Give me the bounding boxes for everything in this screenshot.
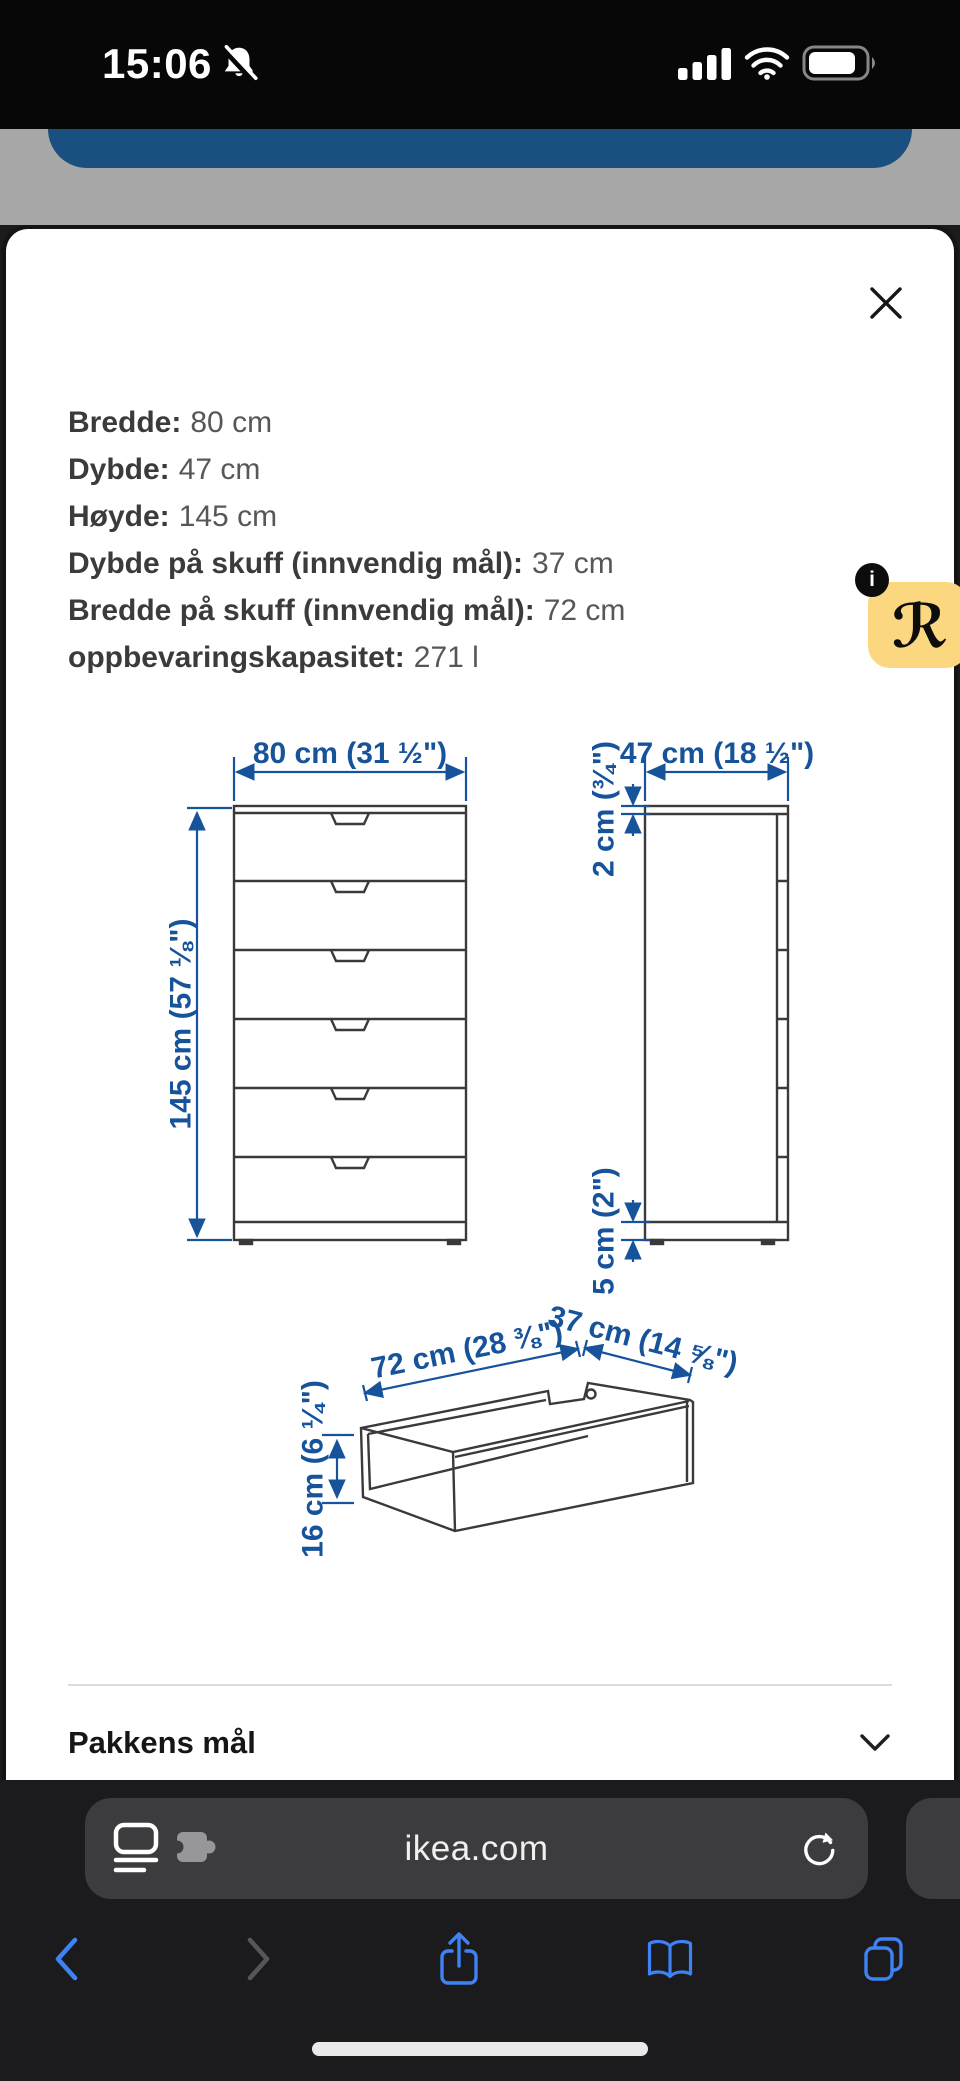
reload-icon[interactable] [796, 1826, 842, 1872]
spec-value: 72 cm [543, 594, 626, 627]
drawer-depth-label: 37 cm (14 ⅝") [544, 1299, 742, 1381]
tabs-button[interactable] [860, 1936, 908, 1982]
front-height-label: 145 cm (57 ⅛") [164, 918, 198, 1130]
plinth-height-label: 5 cm (2") [587, 1167, 621, 1295]
close-icon [869, 286, 903, 320]
section-divider [68, 1684, 892, 1686]
home-indicator[interactable] [312, 2042, 648, 2056]
spec-label: Bredde: [68, 406, 182, 439]
battery-icon [802, 45, 880, 81]
spec-row [68, 634, 625, 681]
page-header-remnant [48, 129, 912, 168]
dimensions-diagram [0, 720, 960, 1570]
dimmed-backdrop [0, 129, 960, 225]
front-view-outline [234, 806, 466, 1240]
accordion-pakkens-mal[interactable] [68, 1716, 892, 1770]
adjacent-tab-peek[interactable] [906, 1798, 960, 1899]
toolbar [0, 1928, 960, 1990]
extension-badge[interactable] [868, 582, 960, 668]
measurement-list [68, 399, 625, 681]
spec-value: 271 l [413, 641, 479, 674]
spec-value: 47 cm [178, 453, 261, 486]
clock: 15:06 [102, 40, 212, 87]
spec-row [68, 399, 625, 446]
wifi-icon [744, 47, 790, 80]
side-depth-label: 47 cm (18 ½") [619, 737, 815, 770]
address-bar[interactable] [85, 1798, 868, 1899]
chevron-down-icon [858, 1732, 892, 1754]
spec-row [68, 540, 625, 587]
extension-logo: ℛ [891, 592, 949, 662]
bell-slash-icon [218, 42, 260, 84]
cellular-signal-icon [678, 47, 732, 80]
spec-label: Dybde: [68, 453, 170, 486]
bookmarks-button[interactable] [645, 1937, 695, 1981]
spec-label: oppbevaringskapasitet: [68, 641, 405, 674]
spec-row [68, 587, 625, 634]
back-button[interactable] [52, 1935, 80, 1983]
drawer-width-label: 72 cm (28 ⅜") [368, 1314, 566, 1386]
share-button[interactable] [438, 1930, 480, 1988]
close-button[interactable] [860, 277, 912, 329]
front-width-label: 80 cm (31 ½") [252, 737, 448, 770]
spec-value: 37 cm [532, 547, 614, 580]
info-icon[interactable]: i [855, 563, 889, 597]
top-thickness-label: 2 cm (¾") [587, 741, 621, 877]
spec-row [68, 493, 625, 540]
forward-button[interactable] [245, 1935, 273, 1983]
side-view-outline [645, 806, 788, 1240]
section-title: Pakkens mål [68, 1725, 256, 1760]
spec-value: 80 cm [190, 406, 273, 439]
spec-row [68, 446, 625, 493]
spec-label: Høyde: [68, 500, 170, 533]
spec-value: 145 cm [178, 500, 278, 533]
spec-label: Bredde på skuff (innvendig mål): [68, 594, 535, 627]
safari-bottom-bar [0, 1780, 960, 2081]
drawer-height-label: 16 cm (6 ¼") [296, 1380, 330, 1558]
url-text: ikea.com [404, 1828, 549, 1868]
spec-label: Dybde på skuff (innvendig mål): [68, 547, 524, 580]
drawer-3d-outline [361, 1383, 693, 1531]
status-bar [0, 0, 960, 129]
